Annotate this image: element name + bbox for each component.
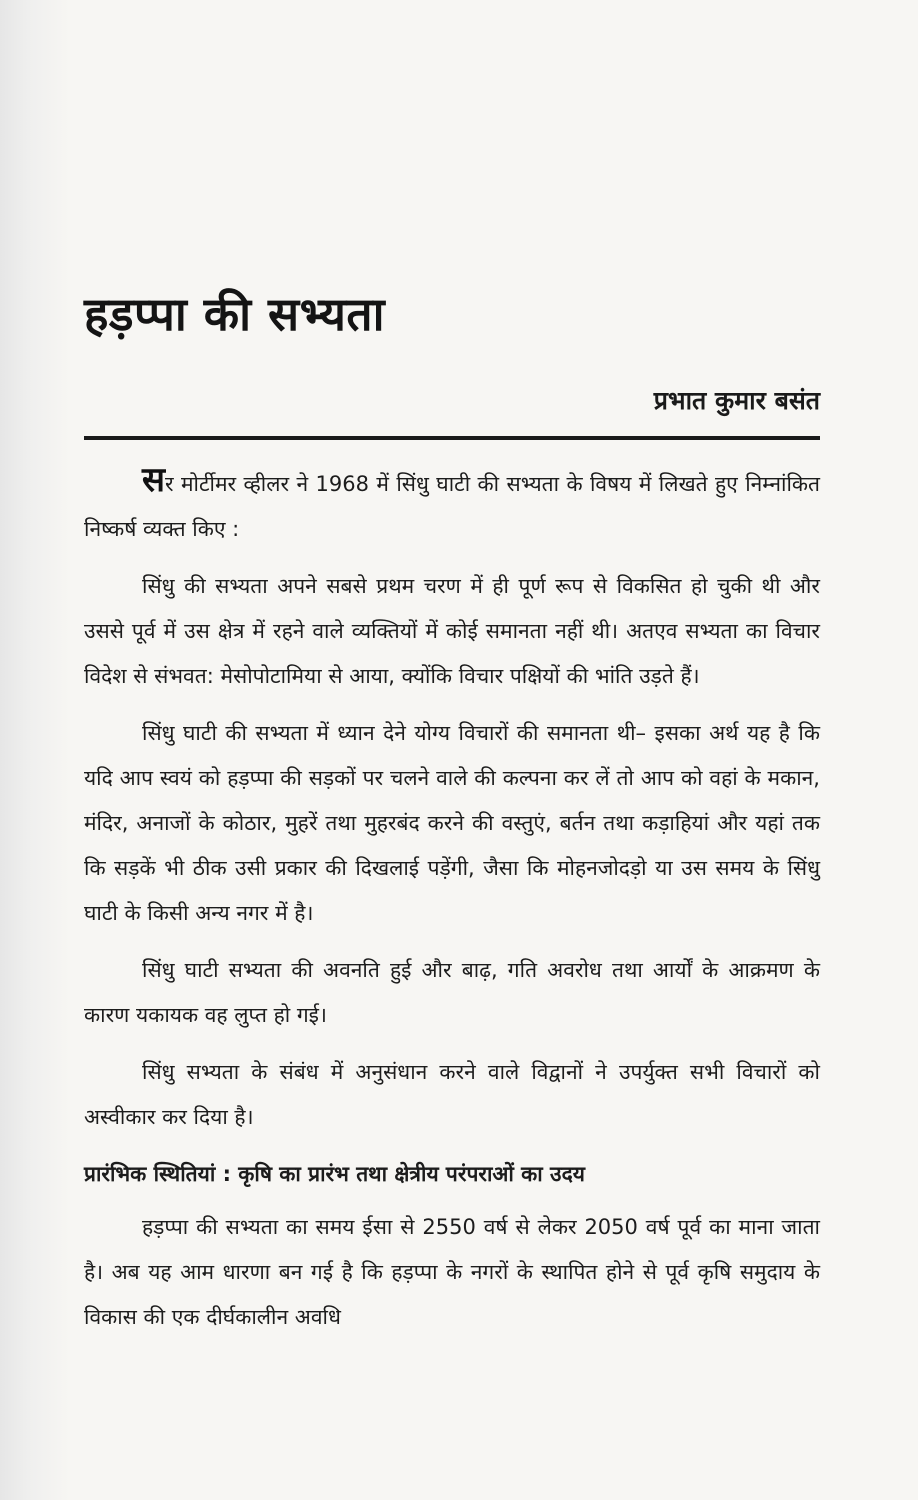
page-gutter-shadow [0,0,70,1500]
paragraph-2: सिंधु की सभ्यता अपने सबसे प्रथम चरण में ही पूर्ण रूप से विकसित हो चुकी थी और उससे पूर्व में उस क्षेत्र में रहने वाले व्यक्तियों में कोई समानता नहीं थी। अतएव सभ्यता का विचार विदेश से संभवत: मेसोपोटामिया से आया, क्योंकि विचार पक्षियों की भांति उड़ते हैं। [84,574,820,688]
paragraph-5: सिंधु सभ्यता के संबंध में अनुसंधान करने वाले विद्वानों ने उपर्युक्त सभी विचारों को अस्वीकार कर दिया है। [84,1060,820,1129]
paragraph-1 [84,458,820,552]
chapter-author: प्रभात कुमार बसंत [653,386,820,415]
paragraph-3: सिंधु घाटी की सभ्यता में ध्यान देने योग्य विचारों की समानता थी– इसका अर्थ यह है कि यदि आप स्वयं को हड़प्पा की सड़कों पर चलने वाले की कल्पना कर लें तो आप को वहां के मकान, मंदिर, अनाजों के कोठार, मुहरें तथा मुहरबंद करने की वस्तुएं, बर्तन तथा कड़ाहियां और यहां तक कि सड़कें भी ठीक उसी प्रकार की दिखलाई पड़ेंगी, जैसा कि मोहनजोदड़ो या उस समय के सिंधु घाटी के किसी अन्य नगर में है। [84,721,820,925]
section-heading: प्रारंभिक स्थितियां : कृषि का प्रारंभ तथा क्षेत्रीय परंपराओं का उदय [84,1162,585,1186]
paragraph-6: हड़प्पा की सभ्यता का समय ईसा से 2550 वर्ष से लेकर 2050 वर्ष पूर्व का माना जाता है। अब यह आम धारणा बन गई है कि हड़प्पा के नगरों के स्थापित होने से पूर्व कृषि समुदाय के विकास की एक दीर्घकालीन अवधि [84,1215,820,1329]
chapter-body [84,458,820,1352]
book-page [84,0,820,1500]
drop-cap: स [142,460,165,500]
paragraph-4: सिंधु घाटी सभ्यता की अवनति हुई और बाढ़, गति अवरोध तथा आर्यों के आक्रमण के कारण यकायक वह लुप्त हो गई। [84,958,820,1027]
paragraph-1-text: र मोर्टीमर व्हीलर ने 1968 में सिंधु घाटी की सभ्यता के विषय में लिखते हुए निम्नांकित निष्कर्ष व्यक्त किए : [84,472,820,541]
title-divider [84,436,820,440]
chapter-title: हड़प्पा की सभ्यता [84,287,386,341]
